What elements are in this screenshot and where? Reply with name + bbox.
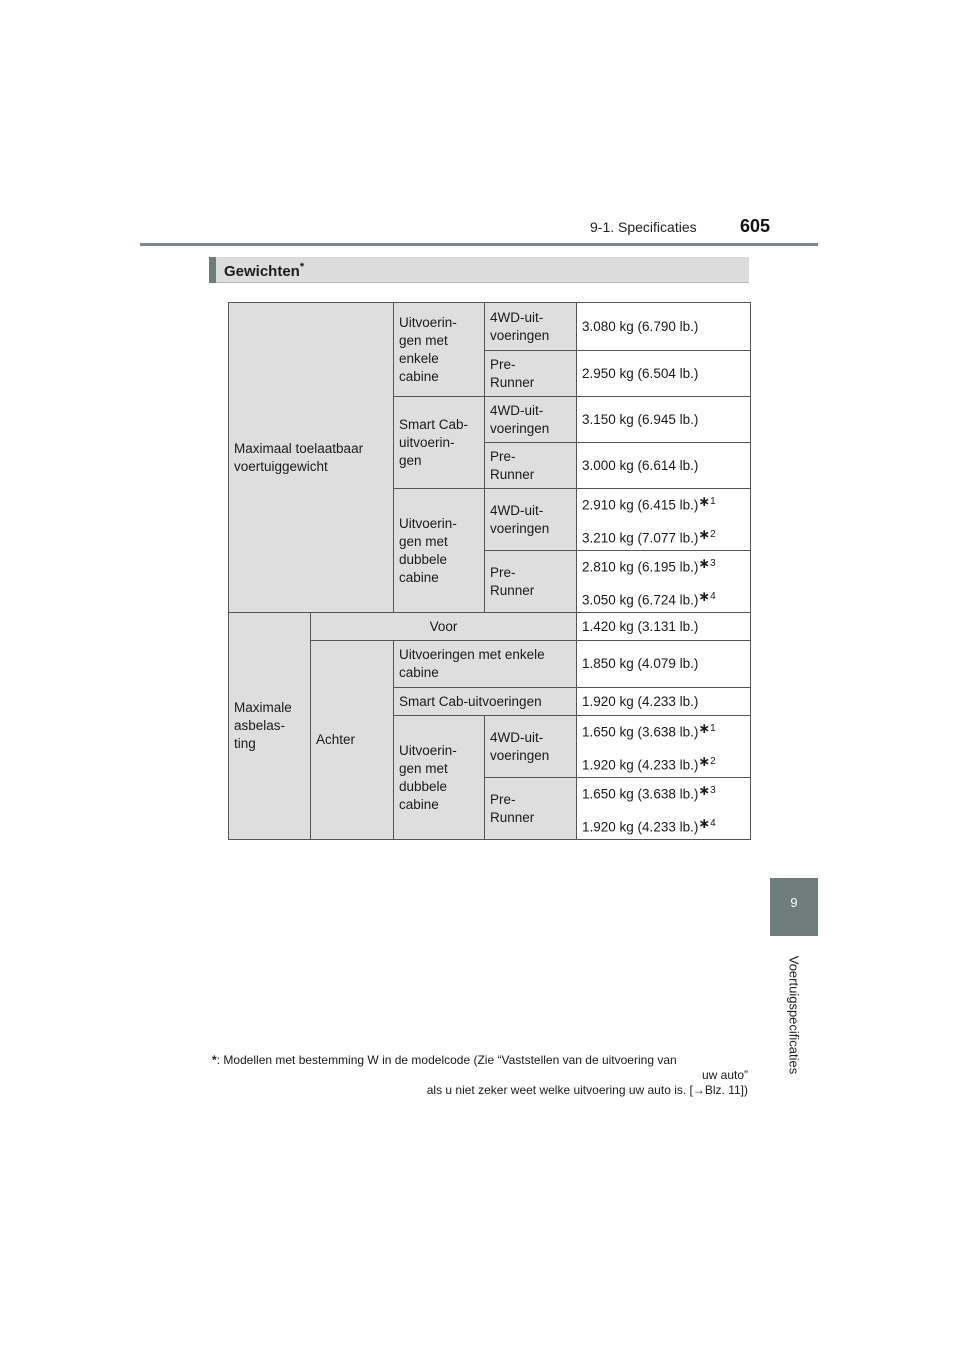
smart-4wd-value: 3.150 kg (6.945 lb.) xyxy=(577,397,751,443)
rear-smart-label: Smart Cab-uitvoeringen xyxy=(394,688,577,716)
prerunner-label: Pre- Runner xyxy=(485,443,577,489)
value-line: 1.920 kg (4.233 lb.)∗ $^4$ xyxy=(582,813,745,838)
rear-4wd-values xyxy=(577,716,751,778)
prerunner-label: Pre- Runner xyxy=(485,351,577,397)
value-line: 2.910 kg (6.415 lb.)∗ $^1$ xyxy=(582,491,745,516)
gvw-label: Maximaal toelaatbaar voertuiggewicht xyxy=(229,303,394,613)
heading-title xyxy=(224,261,304,280)
footnote-marker: * xyxy=(212,1053,217,1067)
fourwd-label: 4WD-uit- voeringen xyxy=(485,397,577,443)
weights-table xyxy=(228,302,751,840)
value-line: 2.810 kg (6.195 lb.)∗ $^3$ xyxy=(582,553,745,578)
rear-smart-value: 1.920 kg (4.233 lb.) xyxy=(577,688,751,716)
footnote-ref: ∗ $^1$ xyxy=(698,723,715,734)
chapter-tab[interactable]: 9 xyxy=(770,878,818,936)
single-4wd-value: 3.080 kg (6.790 lb.) xyxy=(577,303,751,351)
footnote xyxy=(212,1053,748,1098)
value-line: 1.920 kg (4.233 lb.)∗ $^2$ xyxy=(582,751,745,776)
section-heading xyxy=(209,257,749,283)
fourwd-label: 4WD-uit- voeringen xyxy=(485,303,577,351)
double-4wd-values xyxy=(577,489,751,551)
value-line: 3.210 kg (7.077 lb.)∗ $^2$ xyxy=(582,524,745,549)
double-cab-label: Uitvoerin- gen met dubbele cabine xyxy=(394,489,485,613)
axle-label: Maximale asbelas- ting xyxy=(229,613,311,840)
fourwd-label: 4WD-uit- voeringen xyxy=(485,489,577,551)
heading-asterisk: * xyxy=(299,261,305,273)
footnote-ref: ∗ $^4$ xyxy=(698,591,715,602)
table-row xyxy=(229,303,751,351)
prerunner-label: Pre- Runner xyxy=(485,778,577,840)
rear-pre-values xyxy=(577,778,751,840)
header-divider xyxy=(140,243,818,246)
footnote-ref: ∗ $^2$ xyxy=(698,529,715,540)
smart-pre-value: 3.000 kg (6.614 lb.) xyxy=(577,443,751,489)
footnote-ref: ∗ $^4$ xyxy=(698,818,715,829)
rear-single-label: Uitvoeringen met enkele cabine xyxy=(394,641,577,688)
heading-text: Gewichten xyxy=(224,263,300,280)
page-number: 605 xyxy=(740,216,771,236)
footnote-line: *: Modellen met bestemming W in de modelcode (Zie “Vaststellen van de uitvoering van xyxy=(212,1053,677,1067)
heading-accent-bar xyxy=(209,257,216,283)
table-row xyxy=(229,613,751,641)
value-line: 1.650 kg (3.638 lb.)∗ $^3$ xyxy=(582,780,745,805)
footnote-line: uw auto” xyxy=(701,1068,748,1082)
front-value: 1.420 kg (3.131 lb.) xyxy=(577,613,751,641)
value-line: 1.650 kg (3.638 lb.)∗ $^1$ xyxy=(582,718,745,743)
rear-double-label: Uitvoerin- gen met dubbele cabine xyxy=(394,716,485,840)
rear-label: Achter xyxy=(311,641,394,840)
front-label: Voor xyxy=(311,613,577,641)
footnote-ref: ∗ $^1$ xyxy=(698,496,715,507)
double-pre-values xyxy=(577,551,751,613)
single-pre-value: 2.950 kg (6.504 lb.) xyxy=(577,351,751,397)
footnote-ref: ∗ $^3$ xyxy=(698,785,715,796)
footnote-ref: ∗ $^2$ xyxy=(698,756,715,767)
section-title: 9-1. Specificaties xyxy=(590,219,697,235)
fourwd-label: 4WD-uit- voeringen xyxy=(485,716,577,778)
rear-single-value: 1.850 kg (4.079 lb.) xyxy=(577,641,751,688)
single-cab-label: Uitvoerin- gen met enkele cabine xyxy=(394,303,485,397)
value-line: 3.050 kg (6.724 lb.)∗ $^4$ xyxy=(582,586,745,611)
footnote-line: als u niet zeker weet welke uitvoering uw auto is. [→Blz. 11]) xyxy=(426,1083,748,1097)
footnote-ref: ∗ $^3$ xyxy=(698,558,715,569)
smart-cab-label: Smart Cab- uitvoerin- gen xyxy=(394,397,485,489)
prerunner-label: Pre- Runner xyxy=(485,551,577,613)
